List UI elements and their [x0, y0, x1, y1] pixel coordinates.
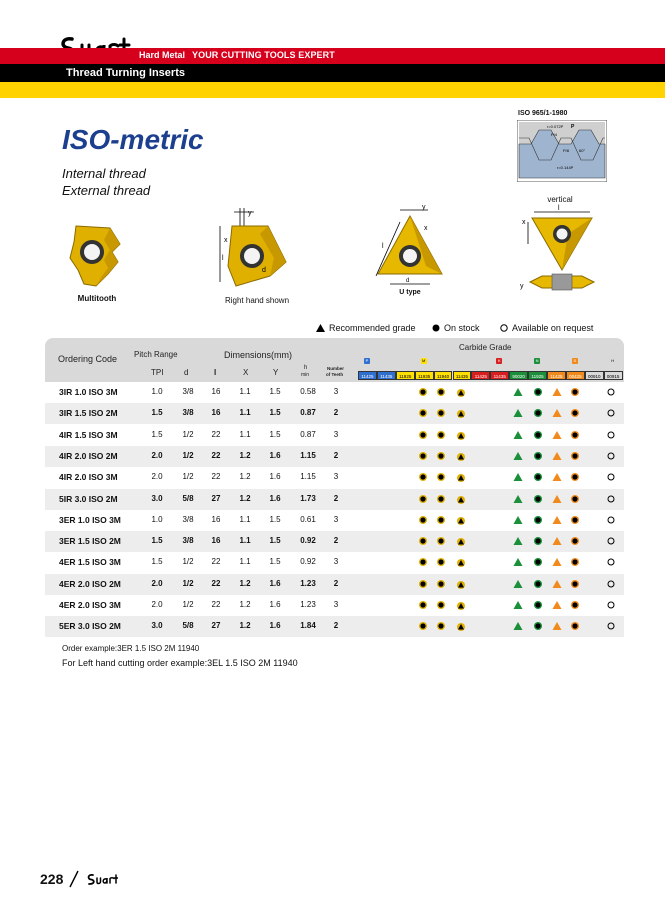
ordering-code-cell: 4ER 2.0 ISO 2M — [59, 578, 121, 589]
cell-tpi: 2.0 — [151, 472, 163, 482]
recommended-triangle-icon — [552, 621, 562, 631]
cell-d: 3/8 — [182, 408, 194, 418]
recommended-triangle-icon — [552, 408, 562, 418]
recommended-triangle-icon — [456, 515, 466, 525]
cell-h: 1.84 — [300, 621, 316, 631]
grade-group-k: K — [497, 358, 501, 363]
cell-d: 3/8 — [182, 514, 194, 524]
on-stock-dot-icon — [436, 536, 446, 546]
recommended-triangle-icon — [456, 387, 466, 397]
table-row — [45, 382, 624, 403]
svg-text:P: P — [571, 124, 575, 130]
recommended-triangle-icon — [552, 557, 562, 567]
cell-y: 1.6 — [269, 578, 281, 588]
cell-tpi: 1.5 — [151, 429, 163, 439]
on-stock-dot-icon — [436, 557, 446, 567]
on-stock-dot-icon — [418, 387, 428, 397]
hard-metal-label: Hard Metal — [139, 50, 186, 60]
header-d: d — [184, 368, 189, 377]
grade-column-header: 00910 — [585, 371, 604, 380]
table-row — [45, 595, 624, 616]
recommended-triangle-icon — [456, 472, 466, 482]
table-row — [45, 552, 624, 573]
on-stock-dot-icon — [418, 600, 428, 610]
cell-tpi: 3.0 — [151, 621, 163, 631]
available-circle-icon — [606, 536, 616, 546]
grade-group-p: P — [365, 358, 369, 363]
ordering-code-cell: 3IR 1.5 ISO 2M — [59, 408, 118, 419]
cell-tpi: 1.5 — [151, 408, 163, 418]
cell-y: 1.6 — [269, 450, 281, 460]
grade-column-header: 11925 — [528, 371, 547, 380]
cell-l: 27 — [211, 621, 221, 631]
cell-tpi: 3.0 — [151, 493, 163, 503]
recommended-triangle-icon — [513, 408, 523, 418]
recommended-triangle-icon — [456, 494, 466, 504]
on-stock-dot-icon — [436, 408, 446, 418]
grade-column-header: 11425 — [358, 371, 377, 380]
on-stock-dot-icon — [418, 515, 428, 525]
svg-text:l: l — [222, 255, 224, 262]
caption-vertical: vertical — [547, 195, 573, 204]
ordering-code-cell: 4IR 2.0 ISO 2M — [59, 450, 118, 461]
svg-text:60°: 60° — [579, 148, 586, 153]
on-stock-dot-icon — [436, 430, 446, 440]
cell-x: 1.2 — [239, 493, 251, 503]
available-circle-icon — [606, 515, 616, 525]
multitooth-insert-icon — [66, 222, 128, 290]
cell-h: 1.23 — [300, 600, 316, 609]
legend-available: Available on request — [500, 323, 593, 333]
recommended-triangle-icon — [513, 494, 523, 504]
table-row — [45, 489, 624, 510]
cell-teeth: 3 — [333, 429, 339, 439]
cell-h: 1.15 — [300, 450, 316, 460]
header-l: l — [214, 368, 217, 377]
iso-standard-label: ISO 965/1-1980 — [518, 110, 568, 117]
cell-h: 1.15 — [300, 472, 316, 482]
grade-column-header: 11925 — [396, 371, 415, 380]
cell-h: 0.61 — [300, 514, 316, 524]
header-carbide-grade: Carbide Grade — [459, 343, 512, 352]
recommended-triangle-icon — [456, 536, 466, 546]
cell-tpi: 1.0 — [151, 514, 163, 524]
recommended-triangle-icon — [552, 472, 562, 482]
on-stock-dot-icon — [432, 324, 440, 332]
recommended-triangle-icon — [513, 536, 523, 546]
ordering-code-cell: 4IR 1.5 ISO 3M — [59, 429, 118, 440]
on-stock-dot-icon — [570, 621, 580, 631]
on-stock-dot-icon — [418, 557, 428, 567]
cell-tpi: 1.5 — [151, 536, 163, 546]
svg-text:l: l — [382, 243, 384, 250]
cell-d: 1/2 — [182, 600, 194, 609]
recommended-triangle-icon — [513, 600, 523, 610]
left-hand-example: For Left hand cutting order example:3EL 1.5 ISO 2M 11940 — [62, 658, 298, 668]
on-stock-dot-icon — [418, 451, 428, 461]
cell-tpi: 2.0 — [151, 600, 163, 609]
cell-x: 1.2 — [239, 472, 251, 482]
table-row — [45, 446, 624, 467]
on-stock-dot-icon — [533, 515, 543, 525]
on-stock-dot-icon — [418, 494, 428, 504]
thread-profile-icon — [517, 120, 607, 182]
grade-column-header: 11435 — [453, 371, 472, 380]
on-stock-dot-icon — [533, 430, 543, 440]
recommended-triangle-icon — [513, 430, 523, 440]
grade-group-n: N — [535, 358, 539, 363]
on-stock-dot-icon — [570, 557, 580, 567]
available-circle-icon — [606, 494, 616, 504]
cell-h: 0.58 — [300, 387, 316, 396]
ordering-code-cell: 4ER 2.0 ISO 3M — [59, 600, 121, 610]
recommended-triangle-icon — [513, 387, 523, 397]
legend-on-stock: On stock — [432, 323, 480, 333]
available-circle-icon — [500, 324, 508, 332]
available-circle-icon — [606, 621, 616, 631]
cell-x: 1.1 — [239, 387, 251, 396]
cell-h: 0.87 — [300, 408, 316, 418]
recommended-triangle-icon — [552, 515, 562, 525]
cell-l: 27 — [211, 493, 221, 503]
on-stock-dot-icon — [570, 600, 580, 610]
cell-x: 1.1 — [239, 536, 251, 546]
recommended-triangle-icon — [552, 387, 562, 397]
grade-column-header: 00425 — [566, 371, 585, 380]
ordering-code-cell: 5IR 3.0 ISO 2M — [59, 493, 118, 504]
on-stock-dot-icon — [533, 451, 543, 461]
cell-teeth: 2 — [333, 450, 339, 460]
cell-l: 16 — [211, 514, 221, 524]
cell-x: 1.1 — [239, 514, 251, 524]
on-stock-dot-icon — [533, 408, 543, 418]
recommended-triangle-icon — [513, 579, 523, 589]
svg-text:x: x — [522, 219, 526, 226]
header-pitch-range: Pitch Range — [134, 350, 178, 359]
cell-x: 1.2 — [239, 621, 251, 631]
table-row — [45, 510, 624, 531]
svg-text:l: l — [558, 205, 560, 212]
on-stock-dot-icon — [436, 515, 446, 525]
available-circle-icon — [606, 557, 616, 567]
cell-y: 1.5 — [269, 408, 281, 418]
recommended-triangle-icon — [456, 557, 466, 567]
svg-text:x: x — [424, 225, 428, 232]
subtitle-external: External thread — [62, 183, 151, 198]
recommended-triangle-icon — [552, 494, 562, 504]
on-stock-dot-icon — [570, 430, 580, 440]
grade-group-h: H — [611, 358, 615, 363]
grade-column-header: 00915 — [604, 371, 623, 380]
cell-d: 1/2 — [182, 429, 194, 439]
cell-l: 22 — [211, 557, 221, 567]
header-red-band — [0, 48, 665, 64]
cell-teeth: 2 — [333, 578, 339, 588]
cell-l: 22 — [211, 600, 221, 609]
u-type-insert-icon — [370, 204, 450, 294]
on-stock-dot-icon — [533, 472, 543, 482]
on-stock-dot-icon — [533, 536, 543, 546]
cell-h: 1.73 — [300, 493, 316, 503]
ordering-code-cell: 4IR 2.0 ISO 3M — [59, 472, 118, 483]
header-tpi: TPI — [151, 368, 164, 377]
cell-y: 1.5 — [269, 514, 281, 524]
on-stock-dot-icon — [570, 408, 580, 418]
grade-column-header: 11425 — [471, 371, 490, 380]
on-stock-dot-icon — [436, 451, 446, 461]
recommended-triangle-icon — [552, 536, 562, 546]
recommended-triangle-icon — [456, 430, 466, 440]
svg-text:P/4: P/4 — [551, 132, 558, 137]
on-stock-dot-icon — [436, 579, 446, 589]
footer-logo — [86, 872, 118, 886]
cell-teeth: 2 — [333, 408, 339, 418]
subtitle-internal: Internal thread — [62, 166, 146, 181]
cell-teeth: 3 — [333, 600, 339, 609]
recommended-triangle-icon — [552, 579, 562, 589]
cell-l: 22 — [211, 472, 221, 482]
recommended-triangle-icon — [513, 451, 523, 461]
recommended-triangle-icon — [513, 621, 523, 631]
on-stock-dot-icon — [533, 600, 543, 610]
on-stock-dot-icon — [570, 451, 580, 461]
cell-d: 1/2 — [182, 472, 194, 482]
svg-text:y: y — [422, 204, 426, 211]
cell-x: 1.1 — [239, 408, 251, 418]
caption-right-hand: Right hand shown — [224, 296, 290, 305]
on-stock-dot-icon — [533, 621, 543, 631]
header-hmin: min — [301, 372, 310, 378]
order-example: Order example:3ER 1.5 ISO 2M 11940 — [62, 644, 200, 653]
cell-d: 1/2 — [182, 557, 194, 567]
cell-h: 1.23 — [300, 578, 316, 588]
on-stock-dot-icon — [418, 536, 428, 546]
on-stock-dot-icon — [533, 387, 543, 397]
cell-d: 1/2 — [182, 450, 194, 460]
available-circle-icon — [606, 600, 616, 610]
svg-text:r=0.072P: r=0.072P — [547, 124, 564, 129]
svg-text:x: x — [224, 237, 228, 244]
header-x: X — [243, 368, 249, 377]
page-title: ISO-metric — [62, 124, 204, 155]
cell-y: 1.5 — [269, 387, 281, 396]
available-circle-icon — [606, 408, 616, 418]
on-stock-dot-icon — [418, 408, 428, 418]
cell-l: 22 — [211, 578, 221, 588]
cell-teeth: 2 — [333, 493, 339, 503]
svg-text:r=0.144P: r=0.144P — [557, 165, 574, 170]
recommended-triangle-icon — [552, 451, 562, 461]
on-stock-dot-icon — [418, 472, 428, 482]
cell-x: 1.1 — [239, 429, 251, 439]
page-number: 228 — [40, 871, 64, 887]
header-yellow-band — [0, 82, 665, 98]
on-stock-dot-icon — [418, 621, 428, 631]
available-circle-icon — [606, 451, 616, 461]
cell-y: 1.6 — [269, 493, 281, 503]
cell-h: 0.92 — [300, 536, 316, 546]
cell-l: 22 — [211, 450, 221, 460]
on-stock-dot-icon — [436, 387, 446, 397]
cell-d: 3/8 — [182, 536, 194, 546]
available-circle-icon — [606, 387, 616, 397]
cell-x: 1.2 — [239, 450, 251, 460]
available-circle-icon — [606, 579, 616, 589]
recommended-triangle-icon — [513, 557, 523, 567]
ordering-code-cell: 3ER 1.0 ISO 3M — [59, 514, 121, 525]
table-row — [45, 531, 624, 552]
on-stock-dot-icon — [418, 579, 428, 589]
on-stock-dot-icon — [533, 579, 543, 589]
right-hand-insert-icon — [214, 206, 300, 296]
ordering-code-cell: 3IR 1.0 ISO 3M — [59, 387, 118, 397]
grade-group-s: S — [573, 358, 577, 363]
cell-tpi: 1.5 — [151, 557, 163, 567]
grade-column-header: 11425 — [547, 371, 566, 380]
on-stock-dot-icon — [533, 494, 543, 504]
on-stock-dot-icon — [436, 621, 446, 631]
cell-d: 1/2 — [182, 578, 194, 588]
on-stock-dot-icon — [533, 557, 543, 567]
svg-text:y: y — [248, 210, 252, 217]
recommended-triangle-icon — [456, 600, 466, 610]
cell-d: 5/8 — [182, 621, 194, 631]
svg-text:d: d — [262, 267, 266, 274]
svg-text:y: y — [520, 283, 524, 290]
divider-slash-icon — [68, 870, 80, 888]
on-stock-dot-icon — [570, 579, 580, 589]
recommended-triangle-icon — [456, 451, 466, 461]
header-number: Number — [327, 366, 345, 371]
cell-h: 0.92 — [300, 557, 316, 567]
on-stock-dot-icon — [570, 515, 580, 525]
header-of-teeth: of Teeth — [326, 372, 344, 377]
header-black-band — [0, 64, 665, 82]
cell-l: 22 — [211, 429, 221, 439]
table-row — [45, 467, 624, 488]
cell-l: 16 — [211, 387, 221, 396]
on-stock-dot-icon — [570, 536, 580, 546]
cell-teeth: 3 — [333, 557, 339, 567]
cell-x: 1.1 — [239, 557, 251, 567]
cell-l: 16 — [211, 536, 221, 546]
grade-column-header: 90020 — [509, 371, 528, 380]
cell-teeth: 2 — [333, 621, 339, 631]
recommended-triangle-icon — [552, 600, 562, 610]
recommended-triangle-icon — [513, 515, 523, 525]
recommended-triangle-icon — [552, 430, 562, 440]
cell-y: 1.5 — [269, 557, 281, 567]
table-row — [45, 616, 624, 637]
cell-d: 5/8 — [182, 493, 194, 503]
grade-column-header: 11435 — [377, 371, 396, 380]
recommended-triangle-icon — [513, 472, 523, 482]
cell-x: 1.2 — [239, 600, 251, 609]
on-stock-dot-icon — [436, 600, 446, 610]
header-dimensions: Dimensions(mm) — [224, 350, 293, 360]
available-circle-icon — [606, 430, 616, 440]
cell-y: 1.6 — [269, 600, 281, 609]
table-row — [45, 403, 624, 424]
table-row — [45, 425, 624, 446]
cell-teeth: 2 — [333, 536, 339, 546]
ordering-code-cell: 5ER 3.0 ISO 2M — [59, 621, 121, 632]
available-circle-icon — [606, 472, 616, 482]
ordering-code-cell: 4ER 1.5 ISO 3M — [59, 557, 121, 568]
cell-teeth: 3 — [333, 387, 339, 396]
grade-column-header: 11940 — [434, 371, 453, 380]
cell-d: 3/8 — [182, 387, 194, 396]
recommended-triangle-icon — [456, 579, 466, 589]
svg-text:d: d — [406, 278, 410, 284]
on-stock-dot-icon — [570, 494, 580, 504]
cell-tpi: 2.0 — [151, 450, 163, 460]
cell-y: 1.5 — [269, 429, 281, 439]
cell-l: 16 — [211, 408, 221, 418]
on-stock-dot-icon — [570, 472, 580, 482]
grade-column-header: 11935 — [415, 371, 434, 380]
cell-h: 0.87 — [300, 429, 316, 439]
svg-text:P/8: P/8 — [563, 148, 570, 153]
grade-group-m: M — [422, 358, 426, 363]
slogan: YOUR CUTTING TOOLS EXPERT — [192, 50, 335, 60]
caption-u-type: U type — [399, 289, 421, 296]
cell-y: 1.6 — [269, 472, 281, 482]
cell-y: 1.6 — [269, 621, 281, 631]
cell-y: 1.5 — [269, 536, 281, 546]
legend-recommended: Recommended grade — [316, 323, 416, 333]
header-ordering-code: Ordering Code — [58, 354, 118, 364]
on-stock-dot-icon — [436, 494, 446, 504]
vertical-insert-icon — [512, 204, 612, 300]
recommended-triangle-icon — [316, 324, 325, 332]
recommended-triangle-icon — [456, 408, 466, 418]
recommended-triangle-icon — [456, 621, 466, 631]
on-stock-dot-icon — [418, 430, 428, 440]
cell-teeth: 3 — [333, 472, 339, 482]
header-h: h — [304, 365, 308, 371]
on-stock-dot-icon — [570, 387, 580, 397]
grade-column-header: 11435 — [490, 371, 509, 380]
cell-teeth: 3 — [333, 514, 339, 524]
section-title: Thread Turning Inserts — [66, 67, 185, 79]
cell-x: 1.2 — [239, 578, 251, 588]
caption-multitooth: Multitooth — [77, 294, 117, 303]
table-row — [45, 574, 624, 595]
on-stock-dot-icon — [436, 472, 446, 482]
cell-tpi: 2.0 — [151, 578, 163, 588]
header-y: Y — [273, 368, 279, 377]
cell-tpi: 1.0 — [151, 387, 163, 396]
ordering-code-cell: 3ER 1.5 ISO 2M — [59, 536, 121, 547]
